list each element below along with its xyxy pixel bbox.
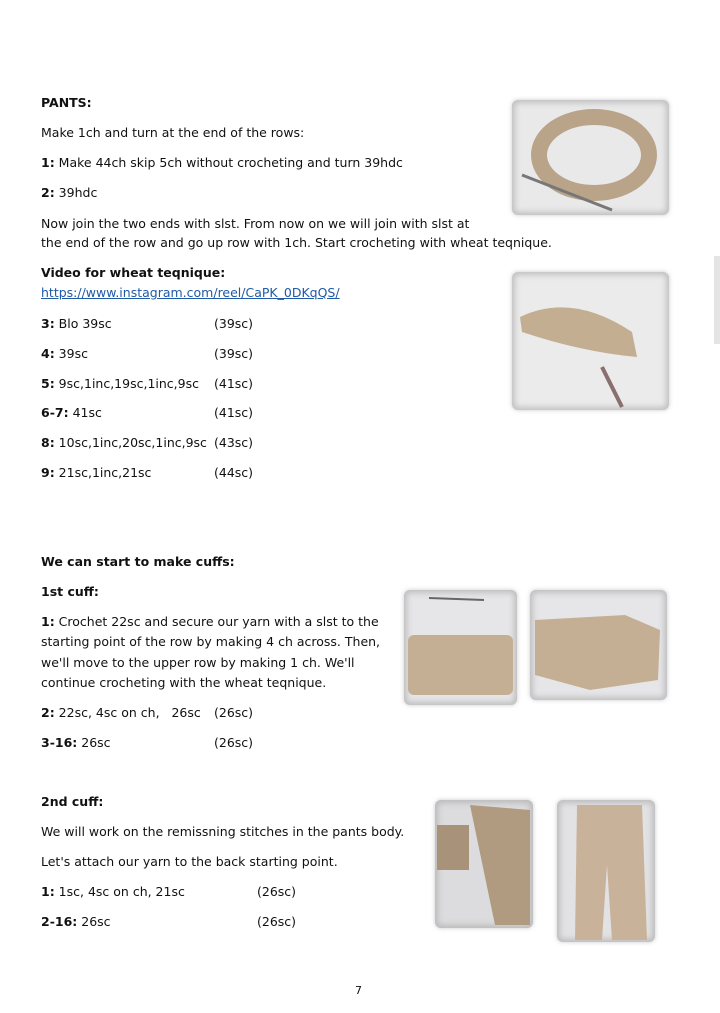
photo-first-cuff-progress: [530, 590, 667, 700]
second-cuff-title: 2nd cuff:: [41, 794, 104, 809]
row-text: 39sc: [54, 346, 88, 361]
section-title-pants: PANTS:: [41, 95, 92, 110]
page-number: 7: [355, 984, 362, 997]
row-number: 2:: [41, 185, 55, 200]
crochet-strip-image: [512, 272, 669, 410]
row-text: 26sc: [77, 735, 111, 750]
second-cuff-line-1: We will work on the remissning stitches in the pants body.: [41, 824, 405, 839]
photo-second-cuff-attach: [435, 800, 533, 928]
row-number: 1:: [41, 884, 55, 899]
row-4: [41, 345, 88, 362]
first-cuff-title: 1st cuff:: [41, 584, 99, 599]
row-number: 2-16:: [41, 914, 78, 929]
row-text: 41sc: [68, 405, 102, 420]
row-text: 39hdc: [54, 185, 98, 200]
row-8: [41, 434, 207, 451]
row-5: [41, 375, 199, 392]
crochet-leg-image: [435, 800, 533, 928]
photo-finished-pants: [557, 800, 655, 942]
intro-text: Make 1ch and turn at the end of the rows:: [41, 125, 305, 140]
row-2: [41, 184, 97, 201]
second-cuff-row-2-16: [41, 913, 111, 930]
first-cuff-row-1-line-3: we'll move to the upper row by making 1 ch. We'll: [41, 655, 355, 670]
stitch-count: (39sc): [214, 346, 254, 361]
row-text: Make 44ch skip 5ch without crocheting and turn 39hdc: [54, 155, 403, 170]
row-3: [41, 315, 112, 332]
join-instructions-line-1: Now join the two ends with slst. From now on we will join with slst at: [41, 216, 470, 231]
first-cuff-row-3-16: [41, 734, 111, 751]
cuffs-heading: We can start to make cuffs:: [41, 554, 235, 569]
first-cuff-row-2: [41, 704, 201, 721]
crochet-ring-image: [512, 100, 669, 215]
first-cuff-row-1-line-4: continue crocheting with the wheat teqnique.: [41, 675, 327, 690]
photo-foundation-ring: [512, 100, 669, 215]
crochet-cuff-image: [530, 590, 667, 700]
row-text: 9sc,1inc,19sc,1inc,9sc: [54, 376, 199, 391]
video-label: Video for wheat teqnique:: [41, 265, 226, 280]
photo-first-cuff-start: [404, 590, 517, 705]
second-cuff-line-2: Let's attach our yarn to the back starting point.: [41, 854, 338, 869]
row-text: 10sc,1inc,20sc,1inc,9sc: [54, 435, 207, 450]
first-cuff-row-1-line-2: starting point of the row by making 4 ch across. Then,: [41, 634, 381, 649]
page-edge-scroll-indicator: [714, 256, 720, 344]
stitch-count: (41sc): [214, 405, 254, 420]
row-9: [41, 464, 151, 481]
stitch-count: (26sc): [257, 884, 297, 899]
row-number: 1:: [41, 155, 55, 170]
row-number: 5:: [41, 376, 55, 391]
photo-wheat-stitch-start: [512, 272, 669, 410]
row-1: [41, 154, 403, 171]
stitch-count: (26sc): [257, 914, 297, 929]
row-number: 1:: [41, 614, 55, 629]
row-text: 21sc,1inc,21sc: [54, 465, 152, 480]
row-number: 9:: [41, 465, 55, 480]
crochet-cuff-image: [404, 590, 517, 705]
row-6-7: [41, 404, 102, 421]
stitch-count: (26sc): [214, 735, 254, 750]
crochet-pants-image: [557, 800, 655, 942]
stitch-count: (41sc): [214, 376, 254, 391]
stitch-count: (26sc): [214, 705, 254, 720]
row-text: Crochet 22sc and secure our yarn with a slst to the: [54, 614, 379, 629]
join-instructions-line-2: the end of the row and go up row with 1ch. Start crocheting with wheat teqnique.: [41, 235, 552, 250]
row-number: 3:: [41, 316, 55, 331]
row-text: 22sc, 4sc on ch, 26sc: [54, 705, 201, 720]
stitch-count: (39sc): [214, 316, 254, 331]
first-cuff-row-1-line-1: [41, 613, 379, 630]
row-number: 6-7:: [41, 405, 69, 420]
row-text: Blo 39sc: [54, 316, 112, 331]
row-number: 3-16:: [41, 735, 78, 750]
video-link[interactable]: https://www.instagram.com/reel/CaPK_0DKqQS/: [41, 285, 340, 300]
second-cuff-row-1: [41, 883, 185, 900]
row-number: 2:: [41, 705, 55, 720]
stitch-count: (43sc): [214, 435, 254, 450]
stitch-count: (44sc): [214, 465, 254, 480]
row-number: 4:: [41, 346, 55, 361]
row-text: 26sc: [77, 914, 111, 929]
row-text: 1sc, 4sc on ch, 21sc: [54, 884, 185, 899]
row-number: 8:: [41, 435, 55, 450]
